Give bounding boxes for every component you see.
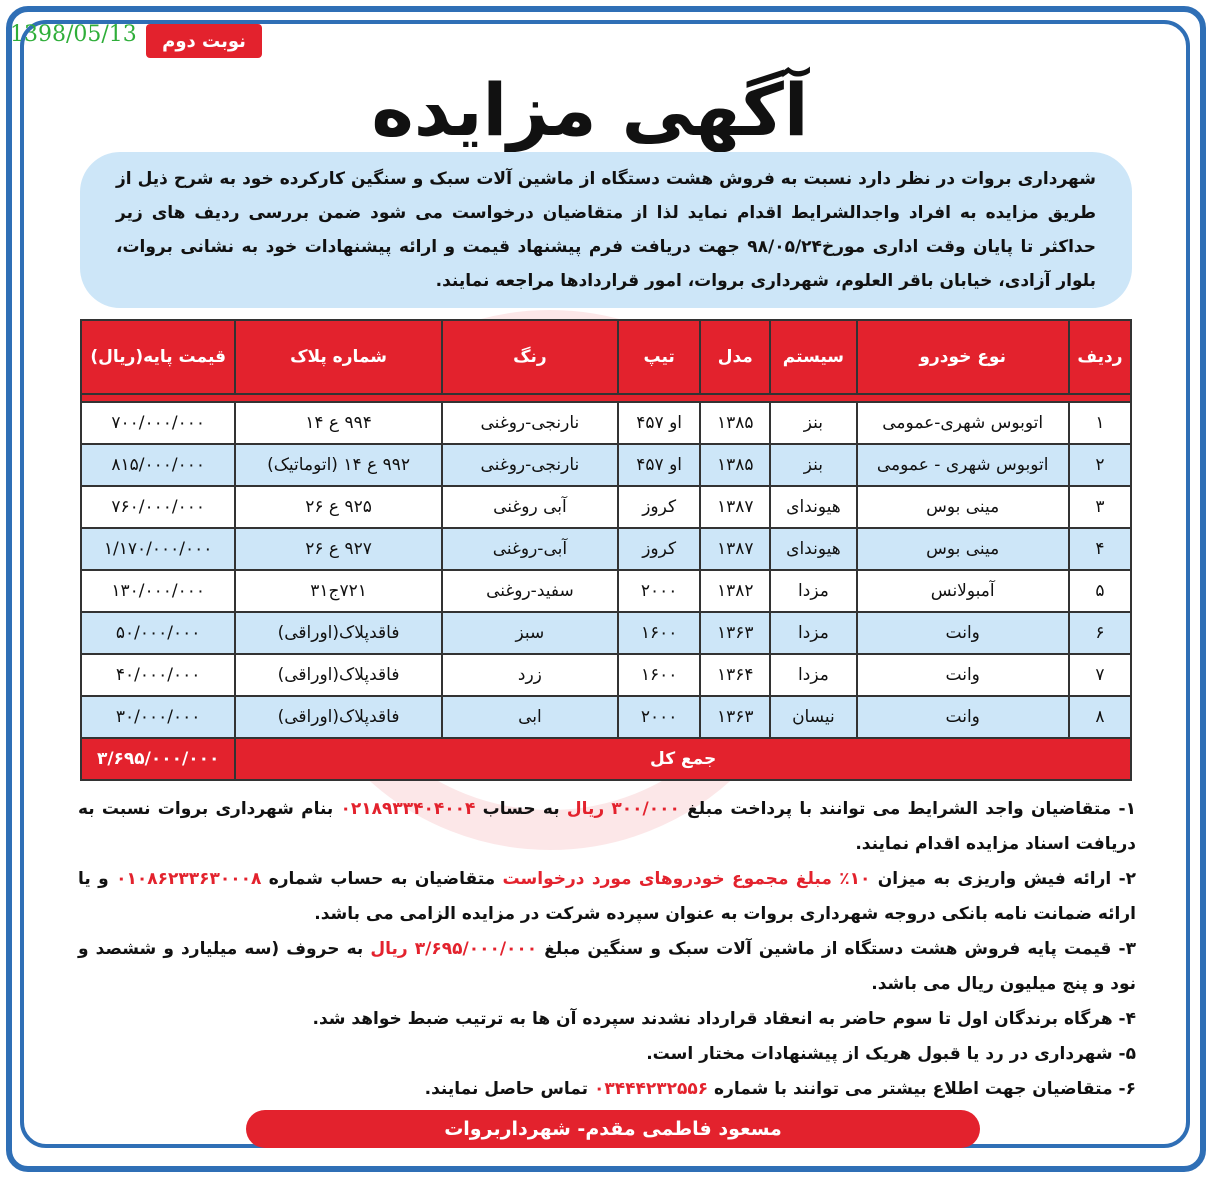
signature-bar: مسعود فاطمی مقدم- شهرداربروات bbox=[246, 1110, 980, 1148]
cell-plate: فاقدپلاک(اوراقی) bbox=[235, 654, 441, 696]
cell-vehicle: مینی بوس bbox=[857, 486, 1069, 528]
cell-model: ۱۳۸۲ bbox=[700, 570, 770, 612]
header-price: قیمت پایه(ریال) bbox=[81, 320, 235, 394]
header-vehicle: نوع خودرو bbox=[857, 320, 1069, 394]
table-row bbox=[81, 696, 1131, 738]
cell-vehicle: آمبولانس bbox=[857, 570, 1069, 612]
term-6: ۶- متقاضیان جهت اطلاع بیشتر می توانند با شماره ۰۳۴۴۴۲۳۲۵۵۶ تماس حاصل نمایند. bbox=[424, 1079, 1136, 1099]
intro-paragraph: شهرداری بروات در نظر دارد نسبت به فروش هشت دستگاه از ماشین آلات سبک و سنگین کارکرده خود به شرح ذیل از طریق مزایده به افراد واجدالشرایط اقدام نماید لذا از متقاضیان درخواست می شود ضمن بررسی ردیف های زیر حداکثر تا پایان وقت اداری مورخ۹۸/۰۵/۲۴ جهت دریافت فرم پیشنهاد قیمت و ارائه پیشنهادات خود به نشانی بروات، بلوار آزادی، خیابان باقر العلوم، شهرداری بروات، امور قراردادها مراجعه نمایند. bbox=[80, 152, 1132, 308]
cell-plate: ۷۲۱ج۳۱ bbox=[235, 570, 441, 612]
cell-plate: ۹۹۲ ع ۱۴ (اتوماتیک) bbox=[235, 444, 441, 486]
cell-model: ۱۳۶۳ bbox=[700, 696, 770, 738]
cell-row: ۱ bbox=[1069, 402, 1131, 444]
cell-row: ۸ bbox=[1069, 696, 1131, 738]
vehicle-table bbox=[80, 319, 1132, 781]
round-badge: نوبت دوم bbox=[146, 24, 262, 58]
cell-price: ۱۳۰/۰۰۰/۰۰۰ bbox=[81, 570, 235, 612]
term-1: ۱- متقاضیان واجد الشرایط می توانند با پرداخت مبلغ ۳۰۰/۰۰۰ ریال به حساب ۰۲۱۸۹۳۳۴۰۴۰۰۴ بنام شهرداری بروات نسبت به دریافت اسناد مزایده اقدام نمایند. bbox=[78, 799, 1136, 854]
cell-model: ۱۳۸۷ bbox=[700, 528, 770, 570]
table-header-row bbox=[81, 320, 1131, 394]
cell-price: ۳۰/۰۰۰/۰۰۰ bbox=[81, 696, 235, 738]
cell-price: ۷۶۰/۰۰۰/۰۰۰ bbox=[81, 486, 235, 528]
term-2: ۲- ارائه فیش واریزی به میزان ۱۰٪ مبلغ مجموع خودروهای مورد درخواست متقاضیان به حساب شماره ۰۱۰۸۶۲۳۳۶۳۰۰۰۸ و یا ارائه ضمانت نامه بانکی دروجه شهرداری بروات به عنوان سپرده شرکت در مزایده الزامی می باشد. bbox=[78, 869, 1137, 924]
cell-price: ۸۱۵/۰۰۰/۰۰۰ bbox=[81, 444, 235, 486]
cell-type: ۲۰۰۰ bbox=[618, 696, 700, 738]
cell-row: ۵ bbox=[1069, 570, 1131, 612]
cell-type: او ۴۵۷ bbox=[618, 444, 700, 486]
cell-color: ابی bbox=[442, 696, 618, 738]
cell-model: ۱۳۸۷ bbox=[700, 486, 770, 528]
cell-type: ۲۰۰۰ bbox=[618, 570, 700, 612]
cell-row: ۴ bbox=[1069, 528, 1131, 570]
cell-plate: فاقدپلاک(اوراقی) bbox=[235, 696, 441, 738]
table-row bbox=[81, 654, 1131, 696]
cell-color: آبی-روغنی bbox=[442, 528, 618, 570]
term-5: ۵- شهرداری در رد یا قبول هریک از پیشنهادات مختار است. bbox=[646, 1044, 1136, 1064]
header-row-number: ردیف bbox=[1069, 320, 1131, 394]
cell-vehicle: وانت bbox=[857, 654, 1069, 696]
cell-vehicle: مینی بوس bbox=[857, 528, 1069, 570]
cell-system: مزدا bbox=[770, 612, 856, 654]
header-color: رنگ bbox=[442, 320, 618, 394]
cell-model: ۱۳۶۴ bbox=[700, 654, 770, 696]
cell-system: بنز bbox=[770, 402, 856, 444]
cell-color: نارنجی-روغنی bbox=[442, 444, 618, 486]
term-3: ۳- قیمت پایه فروش هشت دستگاه از ماشین آلات سبک و سنگین مبلغ ۳/۶۹۵/۰۰۰/۰۰۰ ریال به حروف (سه میلیارد و ششصد و نود و پنج میلیون ریال می باشد. bbox=[78, 939, 1136, 994]
cell-system: نیسان bbox=[770, 696, 856, 738]
header-plate: شماره پلاک bbox=[235, 320, 441, 394]
cell-color: نارنجی-روغنی bbox=[442, 402, 618, 444]
cell-color: آبی روغنی bbox=[442, 486, 618, 528]
table-row bbox=[81, 612, 1131, 654]
cell-model: ۱۳۸۵ bbox=[700, 402, 770, 444]
cell-row: ۷ bbox=[1069, 654, 1131, 696]
cell-system: هیوندای bbox=[770, 528, 856, 570]
cell-system: بنز bbox=[770, 444, 856, 486]
table-total-row bbox=[81, 738, 1131, 780]
cell-type: او ۴۵۷ bbox=[618, 402, 700, 444]
cell-system: مزدا bbox=[770, 570, 856, 612]
cell-price: ۴۰/۰۰۰/۰۰۰ bbox=[81, 654, 235, 696]
total-label: جمع کل bbox=[235, 738, 1131, 780]
cell-model: ۱۳۶۳ bbox=[700, 612, 770, 654]
cell-plate: فاقدپلاک(اوراقی) bbox=[235, 612, 441, 654]
page-title: آگهی مزایده bbox=[371, 68, 809, 152]
cell-vehicle: وانت bbox=[857, 696, 1069, 738]
cell-price: ۵۰/۰۰۰/۰۰۰ bbox=[81, 612, 235, 654]
cell-color: سبز bbox=[442, 612, 618, 654]
cell-system: هیوندای bbox=[770, 486, 856, 528]
terms-list bbox=[78, 792, 1136, 1107]
header-type: تیپ bbox=[618, 320, 700, 394]
cell-color: سفید-روغنی bbox=[442, 570, 618, 612]
cell-plate: ۹۲۷ ع ۲۶ bbox=[235, 528, 441, 570]
cell-model: ۱۳۸۵ bbox=[700, 444, 770, 486]
table-row bbox=[81, 486, 1131, 528]
cell-type: ۱۶۰۰ bbox=[618, 612, 700, 654]
date-stamp: 1398/05/13 bbox=[10, 22, 137, 47]
header-model: مدل bbox=[700, 320, 770, 394]
cell-system: مزدا bbox=[770, 654, 856, 696]
cell-plate: ۹۲۵ ع ۲۶ bbox=[235, 486, 441, 528]
table-row bbox=[81, 528, 1131, 570]
cell-price: ۱/۱۷۰/۰۰۰/۰۰۰ bbox=[81, 528, 235, 570]
total-value: ۳/۶۹۵/۰۰۰/۰۰۰ bbox=[81, 738, 235, 780]
table-row bbox=[81, 402, 1131, 444]
cell-vehicle: اتوبوس شهری - عمومی bbox=[857, 444, 1069, 486]
cell-type: ۱۶۰۰ bbox=[618, 654, 700, 696]
table-row bbox=[81, 570, 1131, 612]
header-system: سیستم bbox=[770, 320, 856, 394]
table-row bbox=[81, 444, 1131, 486]
cell-row: ۲ bbox=[1069, 444, 1131, 486]
cell-type: کروز bbox=[618, 486, 700, 528]
cell-type: کروز bbox=[618, 528, 700, 570]
term-4: ۴- هرگاه برندگان اول تا سوم حاضر به انعقاد قرارداد نشدند سپرده آن ها به ترتیب ضبط خواهد شد. bbox=[312, 1009, 1136, 1029]
cell-color: زرد bbox=[442, 654, 618, 696]
cell-price: ۷۰۰/۰۰۰/۰۰۰ bbox=[81, 402, 235, 444]
cell-row: ۶ bbox=[1069, 612, 1131, 654]
cell-row: ۳ bbox=[1069, 486, 1131, 528]
cell-vehicle: وانت bbox=[857, 612, 1069, 654]
cell-vehicle: اتوبوس شهری-عمومی bbox=[857, 402, 1069, 444]
cell-plate: ۹۹۴ ع ۱۴ bbox=[235, 402, 441, 444]
